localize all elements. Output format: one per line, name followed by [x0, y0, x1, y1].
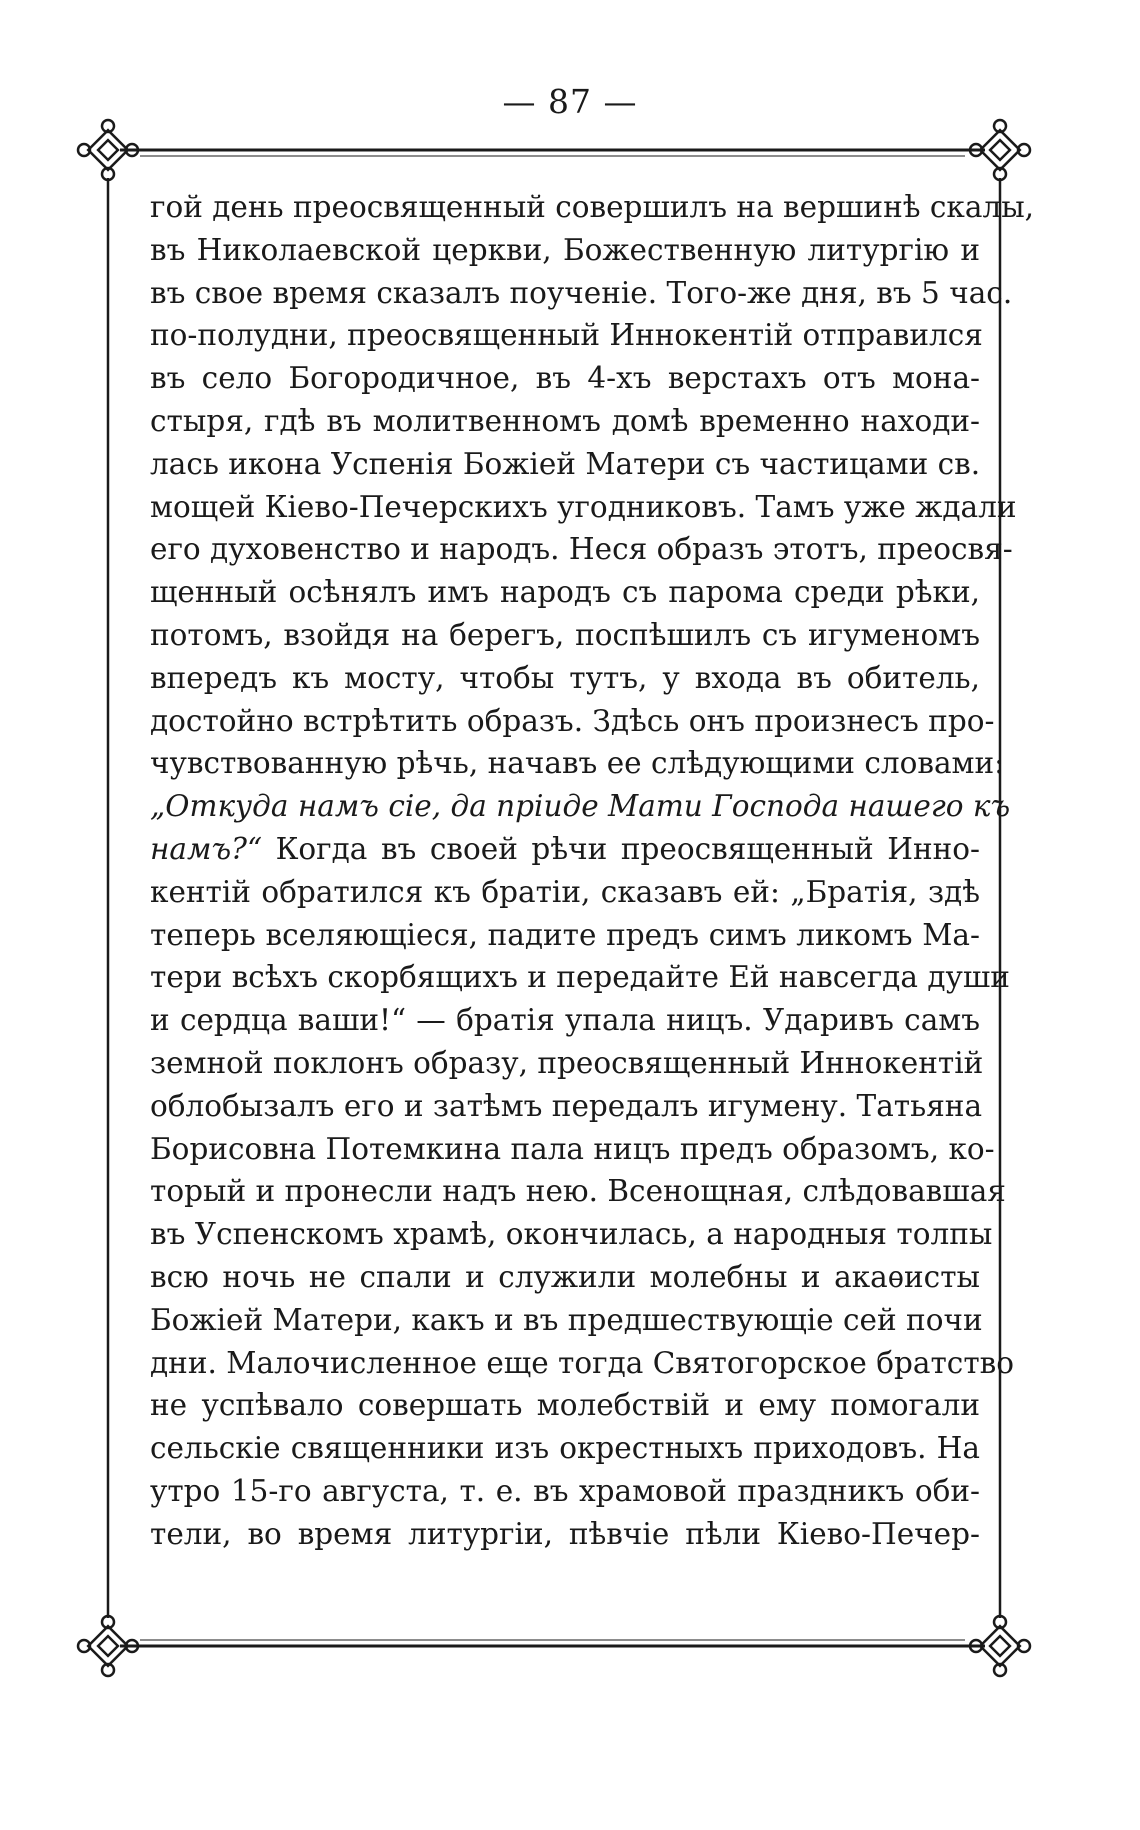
- text-line: по-полудни, преосвященный Иннокентій отправился: [150, 318, 983, 353]
- text-line: тери всѣхъ скорбящихъ и передайте Ей навсегда души: [150, 960, 1010, 995]
- text-line: не успѣвало совершать молебствій и ему помогали: [150, 1388, 980, 1423]
- text-line: Божіей Матери, какъ и въ предшествующіе сей почи: [150, 1302, 983, 1337]
- text-line: щенный осѣнялъ имъ народъ съ парома среди рѣки,: [150, 575, 980, 610]
- text-line: его духовенство и народъ. Неся образъ этотъ, преосвя-: [150, 532, 1013, 567]
- text-line: теперь вселяющіеся, падите предъ симъ ликомъ Ма-: [150, 917, 980, 952]
- text-line: потомъ, взойдя на берегъ, поспѣшилъ съ игуменомъ: [150, 617, 980, 652]
- text-line: земной поклонъ образу, преосвященный Иннокентій: [150, 1045, 984, 1080]
- page-number: — 87 —: [502, 82, 638, 121]
- text-line: въ село Богородичное, въ 4-хъ верстахъ отъ мона-: [150, 361, 980, 396]
- corner-ornament-top-left: [78, 120, 138, 180]
- text-line: дни. Малочисленное еще тогда Святогорское братство: [150, 1345, 1015, 1380]
- text-line: сельскіе священники изъ окрестныхъ приходовъ. На: [150, 1431, 980, 1466]
- text-line-mixed: [150, 828, 980, 871]
- text-line: Борисовна Потемкина пала ницъ предъ образомъ, ко-: [150, 1131, 995, 1166]
- body-text: [150, 186, 1035, 1556]
- text-line: чувствованную рѣчь, начавъ ее слѣдующими словами:: [150, 746, 1005, 781]
- text-line: торый и пронесли надъ нею. Всенощная, слѣдовавшая: [150, 1174, 1006, 1209]
- corner-ornament-bottom-right: [970, 1616, 1030, 1676]
- text-line: гой день преосвященный совершилъ на вершинѣ скалы,: [150, 190, 1035, 224]
- text-line: лась икона Успенія Божіей Матери съ частицами св.: [150, 446, 981, 481]
- text-line: кентій обратился къ братіи, сказавъ ей: „Братія, здѣ: [150, 874, 980, 909]
- text-line: впередъ къ мосту, чтобы тутъ, у входа въ обитель,: [150, 660, 980, 695]
- text-line: и сердца ваши!“ — братія упала ницъ. Ударивъ самъ: [150, 1003, 980, 1038]
- text-line-rest: Когда въ своей рѣчи преосвященный Инно-: [262, 831, 980, 866]
- corner-ornament-top-right: [970, 120, 1030, 180]
- text-line: тели, во время литургіи, пѣвчіе пѣли Кіево-Печер-: [150, 1516, 980, 1551]
- text-line: въ Николаевской церкви, Божественную литургію и: [150, 232, 980, 267]
- corner-ornament-bottom-left: [78, 1616, 138, 1676]
- text-line: мощей Кіево-Печерскихъ угодниковъ. Тамъ уже ждали: [150, 489, 1017, 524]
- quote-end: намъ?“: [150, 831, 263, 866]
- text-line: утро 15-го августа, т. е. въ храмовой праздникъ оби-: [150, 1473, 980, 1508]
- text-line: въ Успенскомъ храмѣ, окончилась, а народныя толпы: [150, 1217, 993, 1252]
- text-line: въ свое время сказалъ поученіе. Того-же дня, въ 5 час.: [150, 275, 1013, 310]
- text-line-quote: „Откуда намъ сіе, да пріиде Мати Господа нашего къ: [150, 789, 1011, 824]
- text-line: всю ночь не спали и служили молебны и акаѳисты: [150, 1259, 980, 1294]
- text-line: стыря, гдѣ въ молитвенномъ домѣ временно находи-: [150, 403, 980, 438]
- text-line: облобызалъ его и затѣмъ передалъ игумену. Татьяна: [150, 1088, 983, 1123]
- text-line: достойно встрѣтить образъ. Здѣсь онъ произнесъ про-: [150, 703, 995, 738]
